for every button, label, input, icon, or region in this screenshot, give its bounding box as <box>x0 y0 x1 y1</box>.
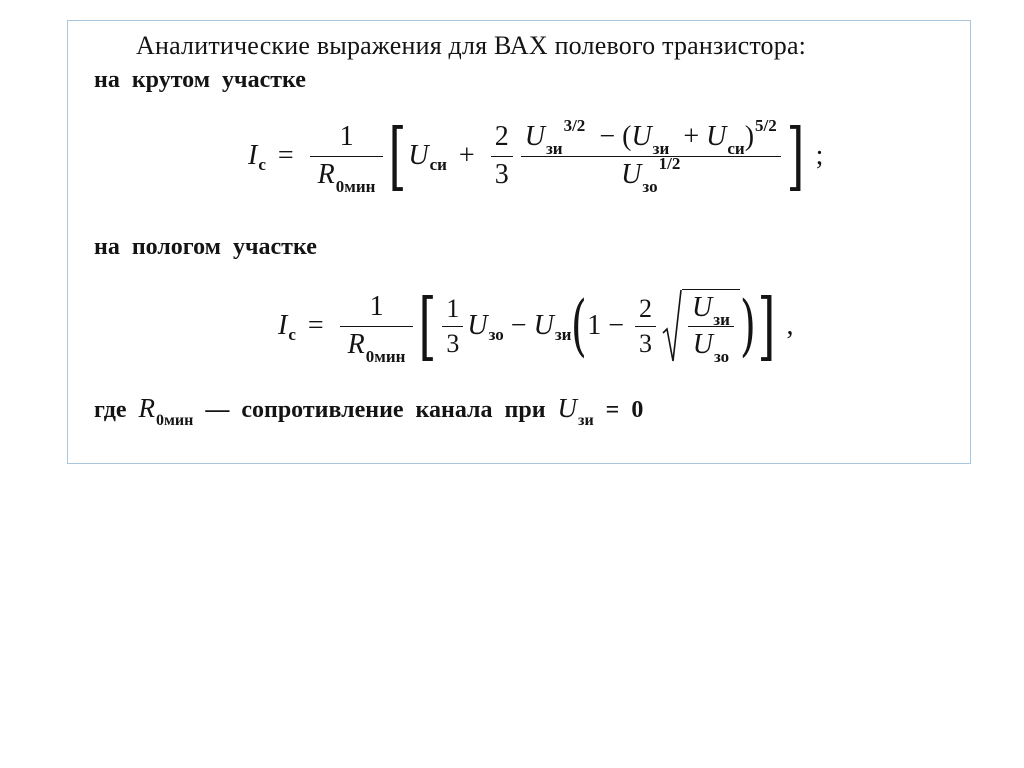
zero-value: 0 <box>631 397 644 423</box>
voltage-symbol: U <box>692 291 713 323</box>
resistance-symbol: R <box>138 393 155 423</box>
fraction-numerator: 2 <box>639 293 653 323</box>
reciprocal-resistance-fraction <box>310 121 384 196</box>
plus-sign: + <box>458 140 475 171</box>
exponent: 5/2 <box>755 116 777 136</box>
left-paren: ( <box>571 287 588 364</box>
resistance-subscript: 0мин <box>335 176 376 196</box>
right-bracket: ] <box>786 113 805 199</box>
one-third-fraction <box>442 294 463 359</box>
fraction-denominator <box>340 328 414 366</box>
radicand <box>682 289 740 366</box>
right-paren: ) <box>739 287 756 364</box>
right-bracket: ] <box>757 283 776 369</box>
left-bracket: [ <box>418 283 437 369</box>
voltage-subscript: зи <box>713 309 730 329</box>
fraction-denominator: 3 <box>639 328 653 358</box>
note-line <box>94 393 644 429</box>
voltage-subscript: зо <box>488 325 504 344</box>
current-subscript: с <box>288 325 296 344</box>
minus-sign: − <box>510 310 527 341</box>
minus-sign: − <box>599 121 616 153</box>
voltage-subscript: зи <box>554 325 572 344</box>
voltage-subscript: зо <box>713 347 730 366</box>
fraction-numerator: 1 <box>446 293 460 323</box>
voltage-symbol: U <box>467 310 488 341</box>
equals-sign: = <box>605 397 620 423</box>
current-symbol: I <box>278 310 288 341</box>
fraction-numerator: 1 <box>339 121 354 153</box>
two-thirds-fraction <box>635 294 656 359</box>
resistance-subscript: 0мин <box>156 412 194 429</box>
em-dash: — <box>205 397 230 423</box>
voltage-symbol: U <box>631 121 652 153</box>
close-paren: ) <box>744 121 755 153</box>
open-paren: ( <box>622 121 632 153</box>
voltage-symbol: U <box>557 393 578 423</box>
voltage-subscript: зи <box>652 139 670 159</box>
fraction-numerator: 2 <box>494 121 509 153</box>
resistance-symbol: R <box>347 328 365 360</box>
steep-section-label: на крутом участке <box>94 67 306 93</box>
equals-sign: = <box>307 310 324 341</box>
voltage-symbol: U <box>621 158 642 190</box>
heading: Аналитические выражения для ВАХ полевого транзистора: <box>136 31 807 60</box>
voltage-subscript: зи <box>545 139 563 159</box>
equals-sign: = <box>277 140 294 171</box>
text-panel <box>67 20 971 464</box>
fraction-denominator <box>689 329 733 366</box>
voltage-symbol: U <box>706 121 727 153</box>
reciprocal-resistance-fraction <box>340 291 414 366</box>
note-text: сопротивление канала при <box>241 397 546 423</box>
two-thirds-fraction <box>491 121 513 190</box>
voltage-subscript: зи <box>578 412 594 429</box>
fraction-numerator <box>688 291 734 329</box>
note-prefix: где <box>94 397 127 423</box>
fraction-denominator: 3 <box>446 328 460 358</box>
fraction-denominator <box>310 158 384 196</box>
fraction-bar <box>340 326 414 327</box>
voltage-symbol: U <box>533 310 554 341</box>
current-symbol: I <box>248 140 258 171</box>
fraction-bar <box>635 326 656 327</box>
formula-flat <box>278 276 794 376</box>
fraction-numerator <box>521 116 781 159</box>
formula-terminator: , <box>786 310 794 341</box>
fraction-bar <box>310 156 384 157</box>
voltage-symbol: U <box>524 121 545 153</box>
fraction-denominator <box>617 153 684 196</box>
radical-sign-icon <box>662 289 682 363</box>
fraction-bar <box>442 326 463 327</box>
exponent: 3/2 <box>563 116 586 136</box>
voltage-subscript: зо <box>642 176 658 196</box>
resistance-subscript: 0мин <box>365 346 406 366</box>
formula-terminator: ; <box>815 140 824 171</box>
formula-steep <box>248 103 823 209</box>
fraction-numerator: 1 <box>369 291 384 323</box>
fraction-bar <box>491 156 513 157</box>
resistance-symbol: R <box>317 158 335 190</box>
unity-term: 1 <box>587 310 602 341</box>
exponent: 1/2 <box>658 153 681 173</box>
voltage-subscript: си <box>429 155 447 174</box>
plus-sign: + <box>683 121 700 153</box>
voltage-symbol: U <box>408 140 429 171</box>
voltage-symbol: U <box>692 329 713 360</box>
voltage-ratio-fraction <box>688 291 734 366</box>
minus-sign: − <box>608 310 625 341</box>
voltage-subscript: си <box>727 139 745 159</box>
flat-section-label: на пологом участке <box>94 234 317 260</box>
power-difference-fraction <box>521 116 781 196</box>
current-subscript: с <box>258 155 266 174</box>
square-root <box>662 289 740 366</box>
fraction-denominator: 3 <box>494 158 509 190</box>
left-bracket: [ <box>388 113 407 199</box>
